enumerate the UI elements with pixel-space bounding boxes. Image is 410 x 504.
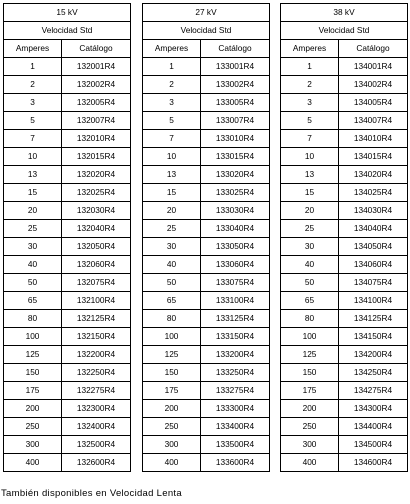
table-row [281, 382, 408, 400]
catalog-cell: 133100R4 [201, 292, 270, 310]
catalog-cell: 134002R4 [339, 76, 408, 94]
table-row [4, 346, 131, 364]
amperes-cell: 250 [143, 418, 201, 436]
catalog-cell: 134100R4 [339, 292, 408, 310]
table-row [143, 400, 270, 418]
table-row [143, 436, 270, 454]
table-row [281, 184, 408, 202]
table-row [4, 202, 131, 220]
catalog-cell: 133150R4 [201, 328, 270, 346]
catalog-cell: 132007R4 [62, 112, 131, 130]
table-row [143, 112, 270, 130]
amperes-cell: 50 [4, 274, 62, 292]
amperes-column-header: Amperes [281, 40, 339, 58]
voltage-header: 15 kV [4, 4, 131, 22]
table-row [143, 166, 270, 184]
table-row [281, 256, 408, 274]
catalog-column-header: Catálogo [201, 40, 270, 58]
catalog-cell: 133015R4 [201, 148, 270, 166]
table-row [143, 364, 270, 382]
table-row [281, 130, 408, 148]
catalog-cell: 133025R4 [201, 184, 270, 202]
amperes-column-header: Amperes [4, 40, 62, 58]
table-row [4, 454, 131, 472]
amperes-cell: 65 [143, 292, 201, 310]
table-row [143, 346, 270, 364]
table-row [4, 112, 131, 130]
amperes-cell: 10 [4, 148, 62, 166]
amperes-cell: 1 [143, 58, 201, 76]
amperes-cell: 400 [281, 454, 339, 472]
catalog-cell: 134500R4 [339, 436, 408, 454]
amperes-cell: 10 [281, 148, 339, 166]
amperes-cell: 80 [281, 310, 339, 328]
amperes-cell: 3 [143, 94, 201, 112]
table-row [4, 292, 131, 310]
amperes-cell: 40 [143, 256, 201, 274]
amperes-cell: 65 [281, 292, 339, 310]
table-row [281, 310, 408, 328]
amperes-cell: 40 [281, 256, 339, 274]
catalog-cell: 134010R4 [339, 130, 408, 148]
table-row [281, 454, 408, 472]
amperes-cell: 200 [143, 400, 201, 418]
table-row [281, 274, 408, 292]
catalog-cell: 132002R4 [62, 76, 131, 94]
speed-header: Velocidad Std [4, 22, 131, 40]
table-row [4, 364, 131, 382]
table-row [143, 418, 270, 436]
table-row [281, 328, 408, 346]
table-row [4, 130, 131, 148]
table-row [281, 418, 408, 436]
table-row [143, 274, 270, 292]
table-row [143, 94, 270, 112]
catalog-cell: 133002R4 [201, 76, 270, 94]
amperes-cell: 175 [281, 382, 339, 400]
amperes-cell: 40 [4, 256, 62, 274]
amperes-cell: 100 [4, 328, 62, 346]
table-body [281, 4, 408, 472]
table-row [143, 202, 270, 220]
catalog-cell: 133275R4 [201, 382, 270, 400]
amperes-cell: 3 [4, 94, 62, 112]
speed-header: Velocidad Std [281, 22, 408, 40]
amperes-cell: 200 [4, 400, 62, 418]
amperes-cell: 175 [143, 382, 201, 400]
table-row [281, 238, 408, 256]
amperes-cell: 15 [4, 184, 62, 202]
catalog-cell: 132060R4 [62, 256, 131, 274]
amperes-cell: 30 [281, 238, 339, 256]
table-row [281, 436, 408, 454]
amperes-cell: 15 [143, 184, 201, 202]
catalog-cell: 132005R4 [62, 94, 131, 112]
table-body [143, 4, 270, 472]
table-row [4, 328, 131, 346]
amperes-cell: 13 [281, 166, 339, 184]
table-row [281, 292, 408, 310]
table-38kv [280, 3, 408, 472]
table-row [4, 94, 131, 112]
table-row [4, 400, 131, 418]
catalog-cell: 132075R4 [62, 274, 131, 292]
catalog-cell: 133200R4 [201, 346, 270, 364]
amperes-cell: 150 [143, 364, 201, 382]
amperes-cell: 150 [281, 364, 339, 382]
table-row [143, 454, 270, 472]
catalog-cell: 133030R4 [201, 202, 270, 220]
catalog-cell: 134007R4 [339, 112, 408, 130]
catalog-column-header: Catálogo [339, 40, 408, 58]
catalog-cell: 132030R4 [62, 202, 131, 220]
table-row [4, 58, 131, 76]
table-row [281, 166, 408, 184]
amperes-cell: 250 [281, 418, 339, 436]
amperes-cell: 200 [281, 400, 339, 418]
table-row [281, 202, 408, 220]
voltage-header: 38 kV [281, 4, 408, 22]
amperes-cell: 300 [4, 436, 62, 454]
catalog-cell: 133060R4 [201, 256, 270, 274]
amperes-cell: 250 [4, 418, 62, 436]
speed-header-row [281, 22, 408, 40]
table-row [143, 328, 270, 346]
table-row [4, 436, 131, 454]
catalog-cell: 134600R4 [339, 454, 408, 472]
table-row [4, 418, 131, 436]
catalog-cell: 133010R4 [201, 130, 270, 148]
catalog-cell: 132150R4 [62, 328, 131, 346]
catalog-cell: 133020R4 [201, 166, 270, 184]
table-row [4, 166, 131, 184]
speed-header-row [143, 22, 270, 40]
amperes-cell: 7 [4, 130, 62, 148]
table-row [4, 310, 131, 328]
voltage-header-row [143, 4, 270, 22]
column-header-row [4, 40, 131, 58]
table-row [281, 148, 408, 166]
catalog-cell: 132025R4 [62, 184, 131, 202]
voltage-header-row [4, 4, 131, 22]
table-row [4, 220, 131, 238]
catalog-cell: 134025R4 [339, 184, 408, 202]
catalog-cell: 133600R4 [201, 454, 270, 472]
amperes-cell: 125 [143, 346, 201, 364]
table-row [281, 220, 408, 238]
catalog-cell: 132050R4 [62, 238, 131, 256]
amperes-cell: 15 [281, 184, 339, 202]
catalog-cell: 134250R4 [339, 364, 408, 382]
catalog-cell: 132001R4 [62, 58, 131, 76]
table-row [281, 112, 408, 130]
amperes-cell: 50 [281, 274, 339, 292]
amperes-cell: 1 [4, 58, 62, 76]
amperes-cell: 175 [4, 382, 62, 400]
amperes-cell: 13 [143, 166, 201, 184]
table-row [281, 94, 408, 112]
column-header-row [281, 40, 408, 58]
amperes-cell: 25 [143, 220, 201, 238]
amperes-cell: 65 [4, 292, 62, 310]
table-body [4, 4, 131, 472]
catalog-cell: 132125R4 [62, 310, 131, 328]
table-row [4, 274, 131, 292]
table-row [143, 58, 270, 76]
voltage-header: 27 kV [143, 4, 270, 22]
catalog-cell: 132500R4 [62, 436, 131, 454]
amperes-cell: 100 [143, 328, 201, 346]
column-header-row [143, 40, 270, 58]
catalog-cell: 132040R4 [62, 220, 131, 238]
table-row [143, 238, 270, 256]
catalog-cell: 132300R4 [62, 400, 131, 418]
amperes-cell: 20 [143, 202, 201, 220]
amperes-cell: 30 [143, 238, 201, 256]
amperes-cell: 5 [281, 112, 339, 130]
voltage-header-row [281, 4, 408, 22]
table-row [143, 256, 270, 274]
catalog-cell: 134030R4 [339, 202, 408, 220]
table-row [143, 184, 270, 202]
catalog-cell: 132200R4 [62, 346, 131, 364]
catalog-cell: 134040R4 [339, 220, 408, 238]
amperes-cell: 5 [4, 112, 62, 130]
table-row [281, 76, 408, 94]
amperes-cell: 150 [4, 364, 62, 382]
amperes-cell: 1 [281, 58, 339, 76]
table-row [143, 148, 270, 166]
catalog-cell: 134050R4 [339, 238, 408, 256]
catalog-cell: 134275R4 [339, 382, 408, 400]
table-row [4, 256, 131, 274]
amperes-cell: 13 [4, 166, 62, 184]
amperes-cell: 20 [281, 202, 339, 220]
table-row [281, 364, 408, 382]
catalog-cell: 133125R4 [201, 310, 270, 328]
catalog-cell: 134300R4 [339, 400, 408, 418]
catalog-cell: 133300R4 [201, 400, 270, 418]
catalog-cell: 133075R4 [201, 274, 270, 292]
catalog-cell: 134200R4 [339, 346, 408, 364]
table-row [143, 220, 270, 238]
amperes-cell: 30 [4, 238, 62, 256]
table-15kv [3, 3, 131, 472]
table-row [143, 310, 270, 328]
amperes-cell: 100 [281, 328, 339, 346]
table-row [4, 238, 131, 256]
table-row [143, 292, 270, 310]
amperes-cell: 125 [4, 346, 62, 364]
catalog-cell: 132600R4 [62, 454, 131, 472]
catalog-cell: 132250R4 [62, 364, 131, 382]
amperes-cell: 3 [281, 94, 339, 112]
catalog-cell: 132015R4 [62, 148, 131, 166]
amperes-cell: 300 [281, 436, 339, 454]
catalog-cell: 134001R4 [339, 58, 408, 76]
speed-header-row [4, 22, 131, 40]
catalog-cell: 134020R4 [339, 166, 408, 184]
table-row [281, 58, 408, 76]
catalog-cell: 133250R4 [201, 364, 270, 382]
amperes-cell: 125 [281, 346, 339, 364]
amperes-column-header: Amperes [143, 40, 201, 58]
catalog-cell: 134075R4 [339, 274, 408, 292]
catalog-cell: 134005R4 [339, 94, 408, 112]
catalog-cell: 134150R4 [339, 328, 408, 346]
table-row [281, 346, 408, 364]
amperes-cell: 50 [143, 274, 201, 292]
amperes-cell: 300 [143, 436, 201, 454]
amperes-cell: 400 [4, 454, 62, 472]
footnote: También disponibles en Velocidad Lenta [1, 488, 182, 499]
catalog-cell: 133040R4 [201, 220, 270, 238]
catalog-cell: 133007R4 [201, 112, 270, 130]
catalog-cell: 132275R4 [62, 382, 131, 400]
amperes-cell: 5 [143, 112, 201, 130]
amperes-cell: 7 [281, 130, 339, 148]
table-row [143, 130, 270, 148]
catalog-cell: 133001R4 [201, 58, 270, 76]
table-row [4, 148, 131, 166]
catalog-cell: 132100R4 [62, 292, 131, 310]
catalog-cell: 133500R4 [201, 436, 270, 454]
amperes-cell: 25 [281, 220, 339, 238]
amperes-cell: 25 [4, 220, 62, 238]
catalog-cell: 133050R4 [201, 238, 270, 256]
catalog-cell: 132020R4 [62, 166, 131, 184]
table-row [281, 400, 408, 418]
catalog-cell: 133005R4 [201, 94, 270, 112]
catalog-column-header: Catálogo [62, 40, 131, 58]
table-row [4, 382, 131, 400]
amperes-cell: 20 [4, 202, 62, 220]
amperes-cell: 2 [4, 76, 62, 94]
catalog-cell: 134060R4 [339, 256, 408, 274]
catalog-cell: 132400R4 [62, 418, 131, 436]
table-row [4, 184, 131, 202]
amperes-cell: 2 [281, 76, 339, 94]
catalog-cell: 132010R4 [62, 130, 131, 148]
table-27kv [142, 3, 270, 472]
amperes-cell: 10 [143, 148, 201, 166]
catalog-cell: 133400R4 [201, 418, 270, 436]
table-row [143, 76, 270, 94]
amperes-cell: 80 [143, 310, 201, 328]
table-row [143, 382, 270, 400]
amperes-cell: 400 [143, 454, 201, 472]
amperes-cell: 7 [143, 130, 201, 148]
catalog-cell: 134015R4 [339, 148, 408, 166]
speed-header: Velocidad Std [143, 22, 270, 40]
catalog-cell: 134125R4 [339, 310, 408, 328]
amperes-cell: 80 [4, 310, 62, 328]
catalog-cell: 134400R4 [339, 418, 408, 436]
table-row [4, 76, 131, 94]
amperes-cell: 2 [143, 76, 201, 94]
